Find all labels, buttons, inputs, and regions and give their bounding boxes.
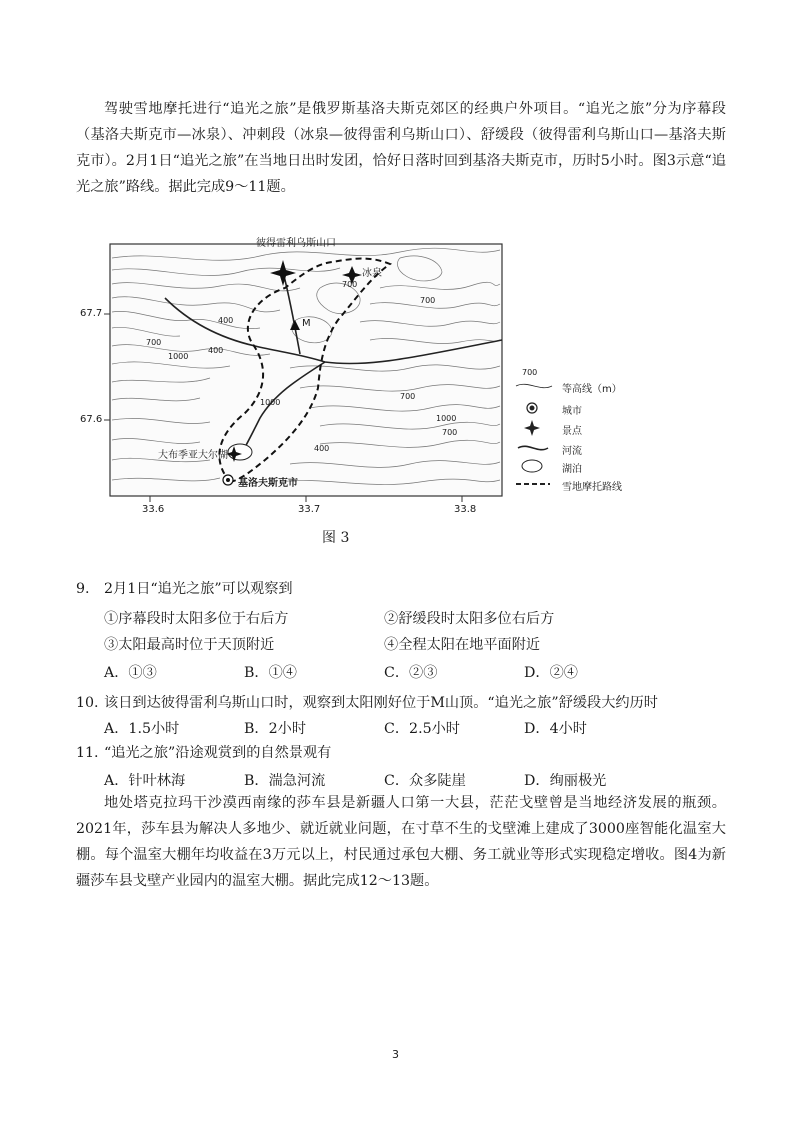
option-c[interactable]: C．众多陡崖 bbox=[384, 773, 466, 789]
contour-label: 700 bbox=[420, 296, 436, 305]
option-a[interactable]: A．①③ bbox=[104, 665, 157, 681]
label-lat-67-6: 67.6 bbox=[80, 414, 103, 425]
option-d[interactable]: D．绚丽极光 bbox=[524, 773, 607, 789]
legend-river: 河流 bbox=[562, 446, 582, 457]
question-stem: “追光之旅”沿途观赏到的自然景观有 bbox=[104, 745, 332, 761]
label-lake: 大布季亚大尔湖 bbox=[158, 450, 228, 461]
option-a[interactable]: A．1.5小时 bbox=[104, 721, 180, 737]
label-m: M bbox=[302, 318, 311, 329]
question-stem: 2月1日“追光之旅”可以观察到 bbox=[104, 581, 293, 597]
legend-spot: 景点 bbox=[562, 426, 582, 437]
intro-paragraph-1: 驾驶雪地摩托进行“追光之旅”是俄罗斯基洛夫斯克郊区的经典户外项目。“追光之旅”分为序幕段（基洛夫斯克市—冰泉）、冲刺段（冰泉—彼得雷利乌斯山口）、舒缓段（彼得雷利乌斯山口—基洛夫斯克市）。2月1日“追光之旅”在当地日出时发团，恰好日落时回到基洛夫斯克市，历时5小时。图3示意“追光之旅”路线。据此完成9～11题。 bbox=[76, 101, 726, 195]
legend-city: 城市 bbox=[562, 406, 582, 417]
label-lat-67-7: 67.7 bbox=[80, 308, 103, 319]
label-city: 基洛夫斯克市 bbox=[238, 478, 298, 489]
contour-label: 700 bbox=[146, 338, 162, 347]
intro-paragraph-2: 地处塔克拉玛干沙漠西南缘的莎车县是新疆人口第一大县，茫茫戈壁曾是当地经济发展的瓶颈。2021年，莎车县为解决人多地少、就近就业问题，在寸草不生的戈壁滩上建成了3000座智能化温室大棚。每个温室大棚年均收益在3万元以上，村民通过承包大棚、务工就业等形式实现稳定增收。图4为新疆莎车县戈壁产业园内的温室大棚。据此完成12～13题。 bbox=[76, 795, 726, 889]
label-lon-33-8: 33.8 bbox=[454, 504, 477, 515]
question-number: 10. bbox=[76, 695, 99, 711]
legend-lake: 湖泊 bbox=[562, 464, 582, 475]
option-b[interactable]: B．湍急河流 bbox=[244, 773, 326, 789]
contour-label: 1000 bbox=[168, 352, 189, 361]
statement-4: ④全程太阳在地平面附近 bbox=[384, 637, 541, 653]
label-lon-33-6: 33.6 bbox=[142, 504, 165, 515]
question-11 bbox=[76, 740, 331, 766]
route-map bbox=[70, 228, 670, 548]
legend-graphics bbox=[516, 384, 552, 484]
option-c[interactable]: C．2.5小时 bbox=[384, 721, 460, 737]
statement-3: ③太阳最高时位于天顶附近 bbox=[104, 637, 275, 653]
option-d[interactable]: D．4小时 bbox=[524, 721, 587, 737]
label-lon-33-7: 33.7 bbox=[298, 504, 321, 515]
label-pass: 彼得雷利乌斯山口 bbox=[256, 238, 336, 249]
question-number: 9. bbox=[76, 581, 90, 597]
contour-label: 700 bbox=[400, 392, 416, 401]
contour-label: 400 bbox=[314, 444, 330, 453]
option-d[interactable]: D．②④ bbox=[524, 665, 578, 681]
legend-route: 雪地摩托路线 bbox=[562, 482, 622, 493]
contour-label: 1000 bbox=[436, 414, 457, 423]
legend-contour-sample: 700 bbox=[522, 368, 538, 377]
question-10 bbox=[76, 690, 658, 716]
option-c[interactable]: C．②③ bbox=[384, 665, 438, 681]
statement-1: ①序幕段时太阳多位于右后方 bbox=[104, 611, 289, 627]
option-a[interactable]: A．针叶林海 bbox=[104, 773, 186, 789]
page-number: 3 bbox=[392, 1048, 399, 1061]
contour-label: 700 bbox=[442, 428, 458, 437]
contour-label: 400 bbox=[208, 346, 224, 355]
option-b[interactable]: B．2小时 bbox=[244, 721, 307, 737]
lake-shape bbox=[228, 444, 252, 460]
figure-caption: 图 3 bbox=[322, 530, 350, 546]
legend-contour: 等高线（m） bbox=[562, 384, 622, 395]
question-stem: 该日到达彼得雷利乌斯山口时，观察到太阳刚好位于M山顶。“追光之旅”舒缓段大约历时 bbox=[104, 695, 658, 711]
contour-label: 700 bbox=[342, 280, 358, 289]
label-spring: 冰泉 bbox=[362, 268, 382, 279]
contour-label: 1000 bbox=[260, 398, 281, 407]
contour-label: 400 bbox=[218, 316, 234, 325]
question-9 bbox=[76, 576, 293, 602]
statement-2: ②舒缓段时太阳多位右后方 bbox=[384, 611, 555, 627]
option-b[interactable]: B．①④ bbox=[244, 665, 297, 681]
question-number: 11. bbox=[76, 745, 99, 761]
